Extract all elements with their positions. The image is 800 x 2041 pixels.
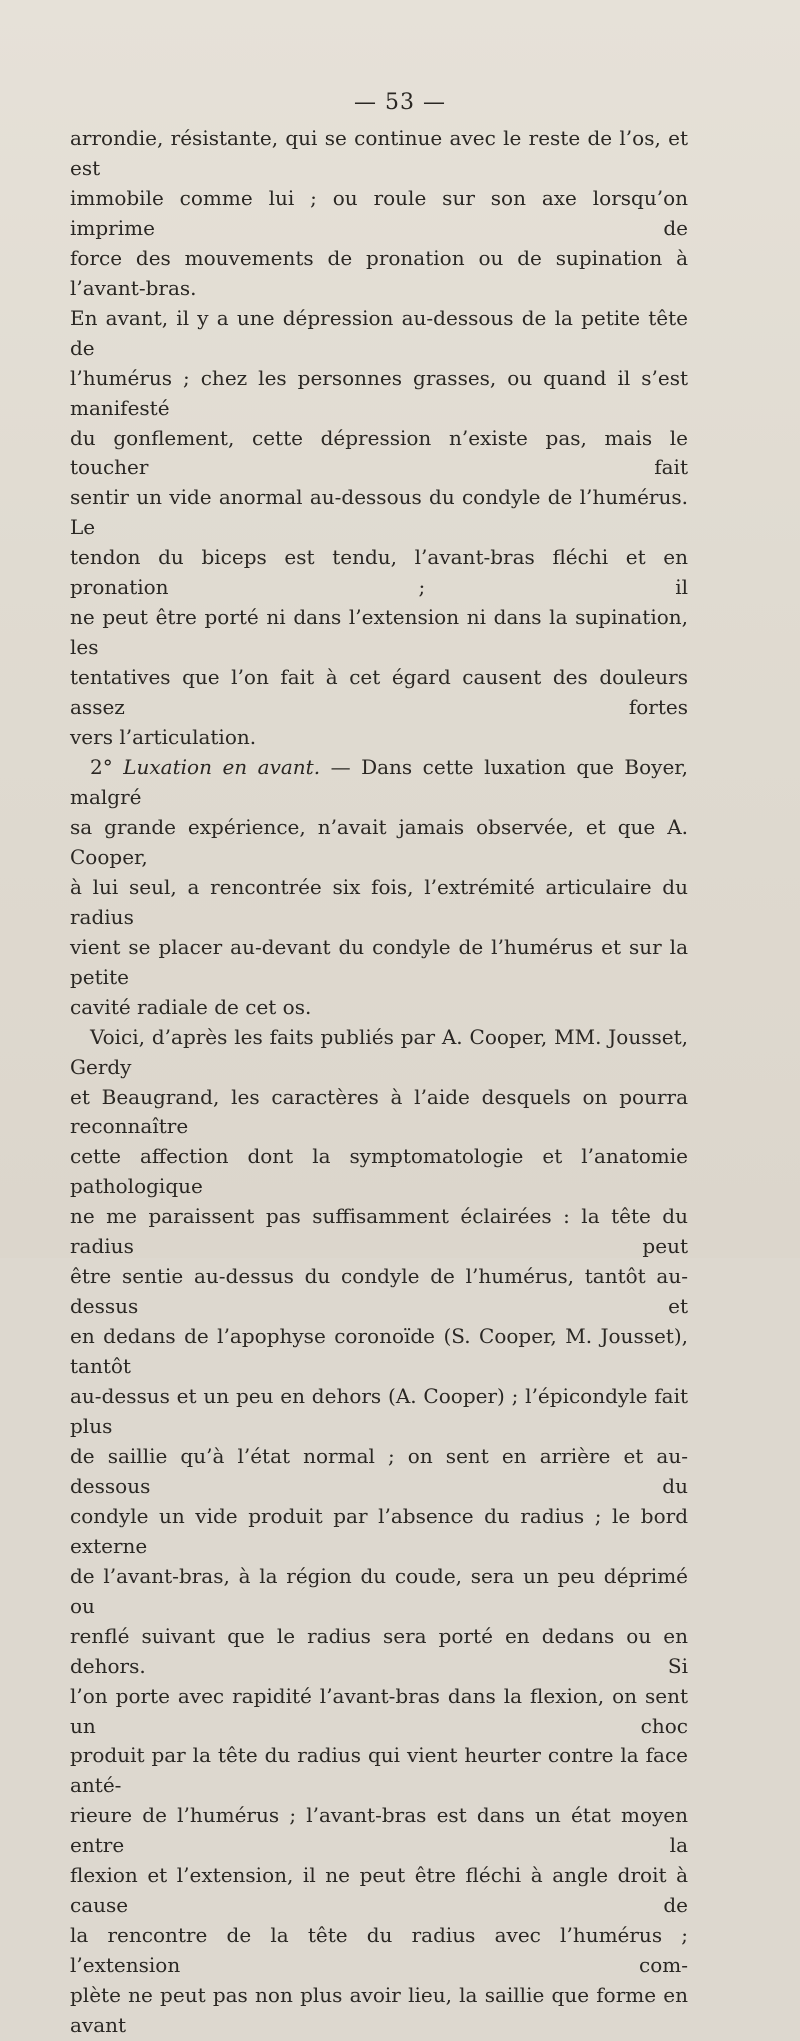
text-line: de l’avant-bras, à la région du coude, sera un peu déprimé ou <box>70 1563 688 1618</box>
text-line: immobile comme lui ; ou roule sur son axe lorsqu’on imprime de <box>70 185 688 240</box>
text-line: de saillie qu’à l’état normal ; on sent en arrière et au-dessous du <box>70 1443 688 1498</box>
text-line: cette affection dont la symptomatologie et l’anatomie pathologique <box>70 1144 688 1199</box>
text-line: sentir un vide anormal au-dessous du condyle de l’humérus. Le <box>70 485 688 540</box>
section-number: 2° <box>90 755 113 780</box>
section-heading: Luxation en avant. <box>123 755 321 780</box>
text-line: tendon du biceps est tendu, l’avant-bras fléchi et en pronation ; il <box>70 545 688 600</box>
text-line: flexion et l’extension, il ne peut être fléchi à angle droit à cause de <box>70 1863 688 1918</box>
text-line: En avant, il y a une dépression au-dessous de la petite tête de <box>70 305 688 360</box>
text-line: l’humérus ; chez les personnes grasses, ou quand il s’est manifesté <box>70 365 688 420</box>
text-line: produit par la tête du radius qui vient heurter contre la face anté- <box>70 1743 688 1798</box>
text-line: condyle un vide produit par l’absence du radius ; le bord externe <box>70 1503 688 1558</box>
text-line: vers l’articulation. <box>70 725 257 750</box>
text-line: renflé suivant que le radius sera porté en dedans ou en dehors. Si <box>70 1623 688 1678</box>
section-first-line <box>70 753 688 813</box>
text-line: force des mouvements de pronation ou de supination à l’avant-bras. <box>70 245 688 300</box>
paragraph-first-line <box>70 1023 688 1083</box>
text-line: vient se placer au-devant du condyle de l’humérus et sur la petite <box>70 934 688 989</box>
text-line: arrondie, résistante, qui se continue avec le reste de l’os, et est <box>70 126 688 180</box>
text-line: en dedans de l’apophyse coronoïde (S. Cooper, M. Jousset), tantôt <box>70 1324 688 1379</box>
body-text <box>70 124 688 2041</box>
text-line: Voici, d’après les faits publiés par A. Cooper, MM. Jousset, Gerdy <box>70 1024 688 1079</box>
text-line: du gonflement, cette dépression n’existe pas, mais le toucher fait <box>70 425 688 480</box>
text-line: ne peut être porté ni dans l’extension ni dans la supination, les <box>70 605 688 660</box>
text-line: l’on porte avec rapidité l’avant-bras dans la flexion, on sent un choc <box>70 1683 688 1738</box>
text-line: à lui seul, a rencontrée six fois, l’extrémité articulaire du radius <box>70 874 688 929</box>
text-line: ne me paraissent pas suffisamment éclairées : la tête du radius peut <box>70 1204 688 1259</box>
text-line: la rencontre de la tête du radius avec l’humérus ; l’extension com- <box>70 1923 688 1978</box>
text-line: et Beaugrand, les caractères à l’aide desquels on pourra reconnaître <box>70 1084 688 1139</box>
text-line: tentatives que l’on fait à cet égard causent des douleurs assez fortes <box>70 665 688 720</box>
page-number: — 53 — <box>354 90 446 115</box>
text-line: rieure de l’humérus ; l’avant-bras est dans un état moyen entre la <box>70 1803 688 1858</box>
text-line: plète ne peut pas non plus avoir lieu, la saillie que forme en avant <box>70 1983 688 2038</box>
text-line: cavité radiale de cet os. <box>70 994 312 1019</box>
text-line: sa grande expérience, n’avait jamais observée, et que A. Cooper, <box>70 814 688 869</box>
text-line: être sentie au-dessus du condyle de l’humérus, tantôt au-dessus et <box>70 1264 688 1319</box>
text-line: au-dessus et un peu en dehors (A. Cooper) ; l’épicondyle fait plus <box>70 1384 688 1438</box>
text-line-rest: — Dans cette luxation que Boyer, malgré <box>70 755 689 809</box>
